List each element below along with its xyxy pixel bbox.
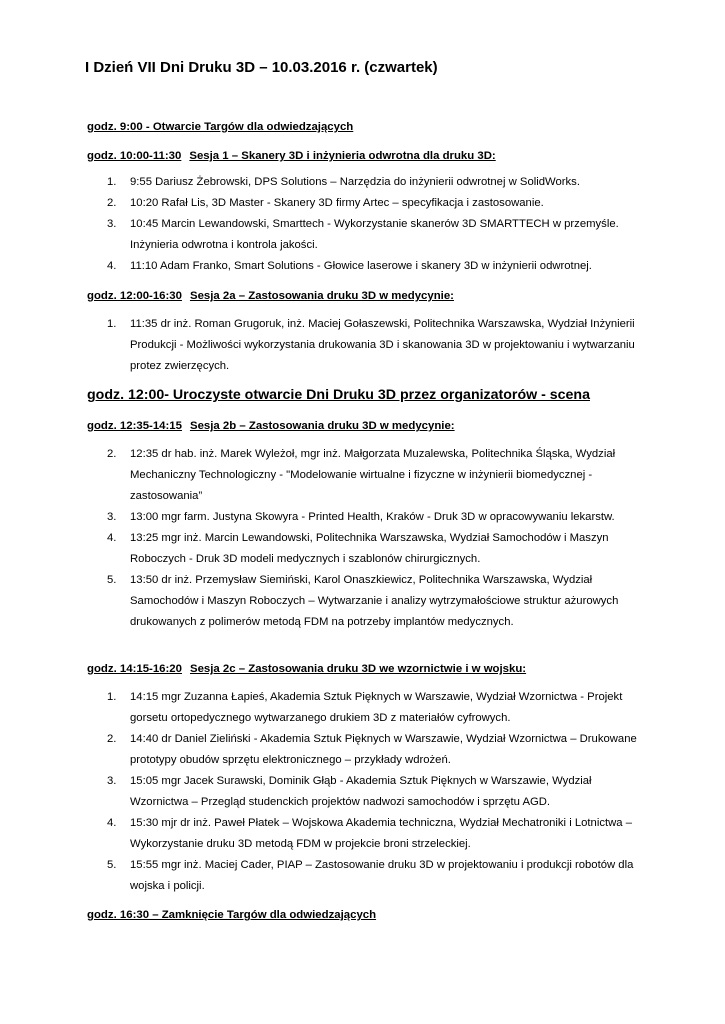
session2a-header xyxy=(87,290,454,302)
list-item: 4. 11:10 Adam Franko, Smart Solutions - Głowice laserowe i skanery 3D w inżynierii odwrotnej. xyxy=(107,260,592,272)
session2b-list xyxy=(87,444,647,633)
session2b-title: Sesja 2b – Zastosowania druku 3D w medycynie: xyxy=(189,420,455,432)
list-item: 2. 12:35 dr hab. inż. Marek Wyleżoł, mgr inż. Małgorzata Muzalewska, Politechnika Śląska, Wydział Mechaniczny Technologiczny - "Modelowanie wirtualne i fizyczne w inżynierii biomedycznej - zastosowania” xyxy=(107,448,616,502)
session2b-header xyxy=(87,420,455,432)
list-item: 5. 15:55 mgr inż. Maciej Cader, PIAP – Zastosowanie druku 3D w projektowaniu i produkcji robotów dla wojska i policji. xyxy=(107,859,634,892)
session2b-time: godz. 12:35-14:15 xyxy=(87,420,182,432)
session2c-time: godz. 14:15-16:20 xyxy=(87,663,182,675)
list-item: 1. 11:35 dr inż. Roman Grugoruk, inż. Maciej Gołaszewski, Politechnika Warszawska, Wydział Inżynierii Produkcji - Możliwości wykorzystania drukowania 3D i skanowania 3D w projektowaniu i wytwarzaniu protez zwierzęcych. xyxy=(107,318,635,372)
session1-title: Sesja 1 – Skanery 3D i inżynieria odwrotna dla druku 3D: xyxy=(189,150,496,162)
session2c-title: Sesja 2c – Zastosowania druku 3D we wzornictwie i w wojsku: xyxy=(189,663,527,675)
session2a-list xyxy=(87,314,647,377)
list-item: 3. 10:45 Marcin Lewandowski, Smarttech - Wykorzystanie skanerów 3D SMARTTECH w przemyśle. Inżynieria odwrotna i kontrola jakości. xyxy=(107,218,619,251)
list-item: 4. 15:30 mjr dr inż. Paweł Płatek – Wojskowa Akademia techniczna, Wydział Mechatroniki i Lotnictwa – Wykorzystanie druku 3D metodą FDM w projekcie broni strzeleckiej. xyxy=(107,817,632,850)
list-item: 3. 13:00 mgr farm. Justyna Skowyra - Printed Health, Kraków - Druk 3D w opracowywaniu lekarstw. xyxy=(107,511,615,523)
list-item: 5. 13:50 dr inż. Przemysław Siemiński, Karol Onaszkiewicz, Politechnika Warszawska, Wydział Samochodów i Maszyn Roboczych – Wytwarzanie i analizy wytrzymałościowe struktur ażurowych drukowanych z polimerów metodą FDM na potrzeby implantów medycznych. xyxy=(107,574,619,628)
page-title: I Dzień VII Dni Druku 3D – 10.03.2016 r. (czwartek) xyxy=(85,59,438,76)
opening-header: godz. 9:00 - Otwarcie Targów dla odwiedzających xyxy=(87,121,354,133)
list-item: 2. 10:20 Rafał Lis, 3D Master - Skanery 3D firmy Artec – specyfikacja i zastosowanie. xyxy=(107,197,544,209)
list-item: 2. 14:40 dr Daniel Zieliński - Akademia Sztuk Pięknych w Warszawie, Wydział Wzornictwa – Drukowane prototypy obudów sprzętu elektronicznego – przykłady wdrożeń. xyxy=(107,733,637,766)
session2a-title: Sesja 2a – Zastosowania druku 3D w medycynie: xyxy=(189,290,454,302)
session1-list xyxy=(87,172,647,277)
session1-time: godz. 10:00-11:30 xyxy=(87,150,182,162)
session1-header xyxy=(87,150,496,162)
list-item: 1. 9:55 Dariusz Żebrowski, DPS Solutions – Narzędzia do inżynierii odwrotnej w SolidWorks. xyxy=(107,176,580,188)
session2c-list xyxy=(87,687,647,897)
list-item: 1. 14:15 mgr Zuzanna Łapieś, Akademia Sztuk Pięknych w Warszawie, Wydział Wzornictwa - Projekt gorsetu ortopedycznego wytwarzanego drukiem 3D z materiałów cyfrowych. xyxy=(107,691,623,724)
session2a-time: godz. 12:00-16:30 xyxy=(87,290,182,302)
list-item: 4. 13:25 mgr inż. Marcin Lewandowski, Politechnika Warszawska, Wydział Samochodów i Maszyn Roboczych - Druk 3D modeli medycznych i szablonów chirurgicznych. xyxy=(107,532,609,565)
session2c-header xyxy=(87,663,526,675)
list-item: 3. 15:05 mgr Jacek Surawski, Dominik Głąb - Akademia Sztuk Pięknych w Warszawie, Wydział Wzornictwa – Przegląd studenckich projektów nadwozi samochodów i sprzętu AGD. xyxy=(107,775,592,808)
ceremony-header: godz. 12:00- Uroczyste otwarcie Dni Druku 3D przez organizatorów - scena xyxy=(87,387,590,403)
closing-header: godz. 16:30 – Zamknięcie Targów dla odwiedzających xyxy=(87,909,377,921)
